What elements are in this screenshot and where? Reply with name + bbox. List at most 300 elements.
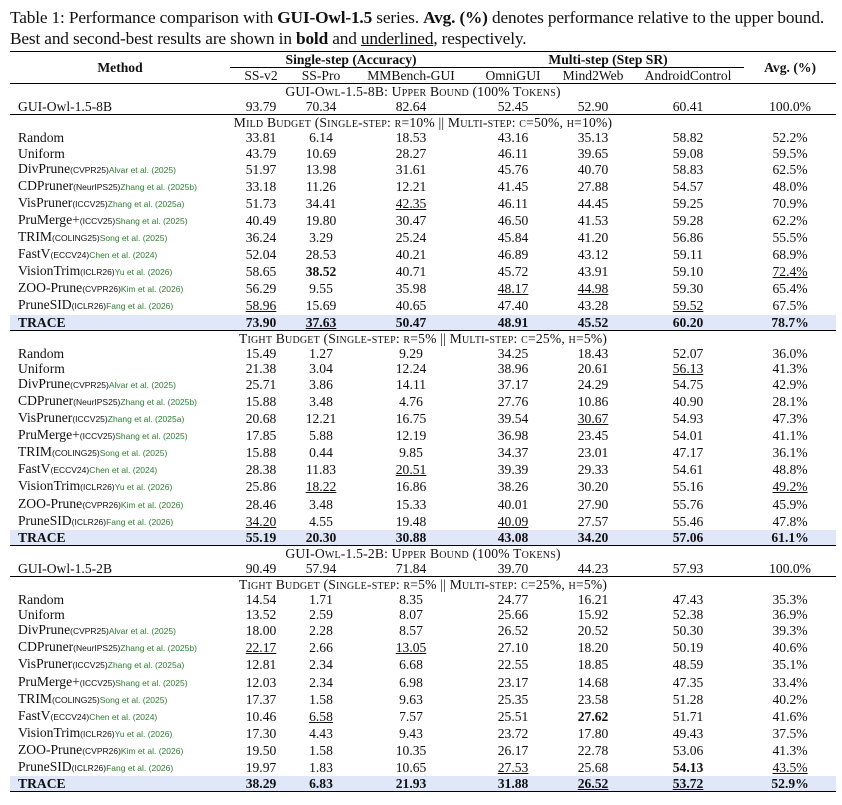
method-citation: Zhang et al. (2025b): [120, 396, 197, 407]
value-cell: [292, 444, 350, 461]
value-cell: [292, 280, 350, 297]
value-cell: [554, 297, 632, 314]
value-cell: [472, 130, 554, 145]
value-cell: [744, 561, 836, 577]
table-row: [10, 674, 836, 691]
value-cell: [472, 99, 554, 115]
value-text: 82.64: [395, 99, 427, 115]
value-text: 1.58: [309, 691, 333, 707]
method-citation: Kim et al. (2026): [120, 499, 184, 510]
value-cell: [292, 427, 350, 444]
section-header-row: [10, 84, 836, 100]
value-text: 30.67: [577, 411, 609, 427]
value-text: 35.1%: [772, 657, 808, 673]
method-venue: (ICLR26): [80, 728, 115, 739]
method-name: PruneSID: [18, 512, 72, 528]
value-cell: [744, 622, 836, 639]
value-cell: [292, 161, 350, 178]
value-text: 35.98: [395, 281, 427, 297]
value-text: 20.51: [395, 462, 427, 478]
method-name: PruneSID: [18, 297, 72, 313]
value-cell: [350, 742, 472, 759]
value-text: 55.16: [672, 479, 704, 495]
value-text: 23.01: [577, 445, 609, 461]
value-cell: [292, 146, 350, 161]
value-text: 14.68: [577, 674, 609, 690]
method-cell: [10, 725, 230, 742]
value-text: 2.66: [309, 640, 333, 656]
method-venue: (CVPR25): [70, 379, 109, 390]
table-row: [10, 427, 836, 444]
table-row: [10, 708, 836, 725]
value-text: 38.52: [305, 264, 337, 280]
table-row: [10, 622, 836, 639]
value-text: 58.96: [245, 298, 277, 314]
value-cell: [472, 195, 554, 212]
value-text: 12.21: [305, 411, 337, 427]
table-row: [10, 297, 836, 314]
method-name: ZOO-Prune: [18, 280, 83, 296]
value-text: 40.6%: [772, 640, 808, 656]
method-citation: Chen et al. (2024): [89, 465, 158, 476]
value-cell: [292, 530, 350, 546]
value-text: 27.10: [497, 640, 529, 656]
value-text: 39.3%: [772, 623, 808, 639]
method-citation: Fang et al. (2026): [106, 516, 174, 527]
method-citation: Yu et al. (2026): [114, 482, 173, 493]
value-text: 68.9%: [772, 247, 808, 263]
value-text: 20.30: [305, 529, 337, 545]
method-name: TRACE: [18, 314, 66, 330]
value-text: 47.8%: [772, 513, 808, 529]
value-cell: [292, 297, 350, 314]
value-cell: [350, 444, 472, 461]
table-row: [10, 146, 836, 161]
value-text: 13.05: [395, 640, 427, 656]
value-text: 34.20: [577, 529, 609, 545]
value-cell: [744, 691, 836, 708]
value-text: 56.29: [245, 281, 277, 297]
value-text: 40.90: [672, 393, 704, 409]
value-cell: [554, 444, 632, 461]
value-cell: [350, 361, 472, 376]
method-cell: [10, 246, 230, 263]
method-venue: (COLING25): [51, 448, 100, 459]
table-row: [10, 212, 836, 229]
value-text: 38.96: [497, 360, 529, 376]
value-text: 34.37: [497, 445, 529, 461]
value-cell: [632, 263, 744, 280]
method-cell: [10, 592, 230, 607]
value-text: 17.85: [245, 428, 277, 444]
table-body: [10, 84, 836, 792]
value-text: 44.23: [577, 560, 609, 576]
value-cell: [292, 478, 350, 495]
value-cell: [350, 461, 472, 478]
value-text: 41.6%: [772, 708, 808, 724]
value-text: 28.38: [245, 462, 277, 478]
value-cell: [350, 410, 472, 427]
table-row: [10, 639, 836, 656]
value-cell: [350, 99, 472, 115]
table-row: [10, 478, 836, 495]
value-text: 20.52: [577, 623, 609, 639]
value-cell: [350, 297, 472, 314]
method-cell: [10, 622, 230, 639]
value-cell: [632, 496, 744, 513]
value-text: 28.1%: [772, 393, 808, 409]
value-text: 41.3%: [772, 360, 808, 376]
value-cell: [230, 263, 292, 280]
value-cell: [292, 99, 350, 115]
value-text: 41.3%: [772, 742, 808, 758]
header-col: OmniGUI: [485, 68, 541, 84]
value-text: 46.11: [497, 145, 529, 161]
value-cell: [632, 427, 744, 444]
value-text: 19.97: [245, 760, 277, 776]
value-cell: [632, 146, 744, 161]
header-avg: Avg. (%): [764, 60, 816, 76]
section-title: GUI-Owl-1.5-8B: Upper Bound (100% Tokens): [10, 84, 836, 100]
value-cell: [292, 315, 350, 331]
value-cell: [632, 315, 744, 331]
value-text: 10.46: [245, 708, 277, 724]
value-cell: [230, 376, 292, 393]
value-text: 38.26: [497, 479, 529, 495]
method-citation: Shang et al. (2025): [115, 431, 188, 442]
method-venue: (CVPR26): [82, 745, 121, 756]
value-text: 37.5%: [772, 725, 808, 741]
method-name: PruMerge+: [18, 211, 80, 227]
value-cell: [350, 393, 472, 410]
value-text: 23.17: [497, 674, 529, 690]
table-row: [10, 229, 836, 246]
value-text: 44.45: [577, 195, 609, 211]
value-text: 36.0%: [772, 345, 808, 361]
method-name: Random: [18, 345, 65, 361]
caption-suffix: , respectively.: [433, 29, 527, 48]
value-text: 17.80: [577, 725, 609, 741]
value-text: 39.70: [497, 560, 529, 576]
value-cell: [292, 178, 350, 195]
value-text: 67.5%: [772, 298, 808, 314]
method-citation: Song et al. (2025): [99, 233, 168, 244]
value-text: 6.68: [399, 657, 423, 673]
value-cell: [350, 427, 472, 444]
value-text: 45.72: [497, 264, 529, 280]
value-cell: [472, 725, 554, 742]
value-cell: [350, 161, 472, 178]
value-cell: [472, 478, 554, 495]
value-text: 28.27: [395, 145, 427, 161]
value-text: 52.07: [672, 345, 704, 361]
value-text: 3.29: [309, 230, 333, 246]
header-col: Mind2Web: [562, 68, 624, 84]
value-text: 13.98: [305, 161, 337, 177]
value-text: 25.24: [395, 230, 427, 246]
value-text: 52.90: [577, 99, 609, 115]
method-venue: (ICCV25): [79, 215, 116, 226]
section-title: GUI-Owl-1.5-2B: Upper Bound (100% Tokens): [10, 545, 836, 561]
value-text: 93.79: [245, 99, 277, 115]
table-row: [10, 742, 836, 759]
value-cell: [554, 130, 632, 145]
method-cell: [10, 513, 230, 530]
value-text: 6.14: [309, 130, 333, 146]
value-cell: [472, 592, 554, 607]
header-method: Method: [97, 60, 143, 76]
value-cell: [744, 513, 836, 530]
section-title: Mild Budget (Single-step: r=10% || Multi-step: c=50%, h=10%): [10, 115, 836, 131]
value-cell: [744, 361, 836, 376]
value-text: 47.40: [497, 298, 529, 314]
value-text: 26.52: [497, 623, 529, 639]
method-name: PruMerge+: [18, 427, 80, 443]
value-cell: [230, 146, 292, 161]
value-text: 19.48: [395, 513, 427, 529]
value-cell: [230, 99, 292, 115]
section-header-row: [10, 115, 836, 131]
method-name: CDPruner: [18, 392, 74, 408]
value-text: 36.24: [245, 230, 277, 246]
table-row: [10, 280, 836, 297]
value-cell: [472, 315, 554, 331]
value-text: 14.54: [245, 592, 277, 608]
value-cell: [292, 195, 350, 212]
value-cell: [350, 530, 472, 546]
value-cell: [744, 195, 836, 212]
value-cell: [292, 561, 350, 577]
value-text: 56.86: [672, 230, 704, 246]
value-text: 33.81: [245, 130, 277, 146]
value-cell: [632, 478, 744, 495]
value-text: 49.2%: [772, 479, 808, 495]
value-text: 19.80: [305, 212, 337, 228]
value-cell: [292, 263, 350, 280]
value-text: 43.16: [497, 130, 529, 146]
value-text: 45.9%: [772, 496, 808, 512]
method-name: Random: [18, 592, 65, 608]
value-text: 41.45: [497, 178, 529, 194]
method-name: DivPrune: [18, 622, 71, 638]
value-text: 15.69: [305, 298, 337, 314]
value-text: 17.30: [245, 725, 277, 741]
value-cell: [744, 315, 836, 331]
value-cell: [744, 656, 836, 673]
header-multi-step: Multi-step (Step SR): [472, 52, 744, 68]
value-text: 40.65: [395, 298, 427, 314]
table-row: [10, 263, 836, 280]
value-text: 27.53: [497, 760, 529, 776]
value-text: 15.88: [245, 445, 277, 461]
value-text: 12.21: [395, 178, 427, 194]
value-text: 23.45: [577, 428, 609, 444]
value-text: 57.93: [672, 560, 704, 576]
method-name: CDPruner: [18, 639, 74, 655]
value-cell: [350, 776, 472, 792]
header-row-groups: [10, 52, 836, 68]
table-row: [10, 393, 836, 410]
value-cell: [230, 410, 292, 427]
value-cell: [230, 725, 292, 742]
value-cell: [632, 410, 744, 427]
method-cell: [10, 656, 230, 673]
value-cell: [472, 656, 554, 673]
value-cell: [744, 212, 836, 229]
value-text: 6.83: [309, 776, 333, 792]
method-cell: [10, 297, 230, 314]
method-venue: (ICLR26): [71, 516, 107, 527]
value-text: 18.00: [245, 623, 277, 639]
value-text: 51.71: [672, 708, 704, 724]
value-cell: [350, 376, 472, 393]
value-text: 45.84: [497, 230, 529, 246]
value-cell: [744, 708, 836, 725]
value-text: 48.17: [497, 281, 529, 297]
caption-mid: series.: [372, 8, 424, 27]
value-cell: [554, 99, 632, 115]
method-citation: Alvar et al. (2025): [108, 164, 176, 175]
value-text: 40.21: [395, 247, 427, 263]
value-text: 2.34: [309, 657, 333, 673]
value-text: 25.86: [245, 479, 277, 495]
value-text: 54.57: [672, 178, 704, 194]
trace-row: [10, 530, 836, 546]
method-cell: [10, 478, 230, 495]
value-text: 1.83: [309, 760, 333, 776]
value-cell: [554, 725, 632, 742]
table-row: [10, 178, 836, 195]
method-citation: Alvar et al. (2025): [108, 379, 176, 390]
value-cell: [350, 639, 472, 656]
value-text: 36.98: [497, 428, 529, 444]
method-citation: Zhang et al. (2025a): [107, 198, 185, 209]
method-cell: [10, 361, 230, 376]
value-cell: [350, 496, 472, 513]
value-cell: [554, 280, 632, 297]
value-text: 40.09: [497, 513, 529, 529]
value-cell: [632, 393, 744, 410]
value-cell: [230, 427, 292, 444]
value-cell: [554, 742, 632, 759]
value-text: 70.9%: [772, 195, 808, 211]
value-cell: [292, 776, 350, 792]
value-text: 47.43: [672, 592, 704, 608]
value-cell: [632, 99, 744, 115]
value-cell: [292, 130, 350, 145]
value-text: 46.89: [497, 247, 529, 263]
method-citation: Song et al. (2025): [99, 694, 168, 705]
value-cell: [744, 376, 836, 393]
value-cell: [554, 776, 632, 792]
value-cell: [554, 607, 632, 622]
value-cell: [472, 776, 554, 792]
caption-bold-word: bold: [295, 29, 329, 48]
value-cell: [744, 776, 836, 792]
value-text: 15.88: [245, 393, 277, 409]
value-cell: [350, 691, 472, 708]
table-row: [10, 607, 836, 622]
value-cell: [230, 130, 292, 145]
value-cell: [350, 229, 472, 246]
method-cell: [10, 496, 230, 513]
method-name: VisPruner: [18, 656, 73, 672]
value-cell: [292, 725, 350, 742]
value-text: 56.13: [672, 360, 704, 376]
method-venue: (ECCV24): [50, 711, 90, 722]
value-text: 40.71: [395, 264, 427, 280]
method-cell: [10, 393, 230, 410]
value-text: 12.81: [245, 657, 277, 673]
value-text: 78.7%: [771, 314, 809, 330]
value-cell: [230, 561, 292, 577]
value-cell: [744, 759, 836, 776]
value-cell: [292, 513, 350, 530]
method-citation: Kim et al. (2026): [120, 284, 184, 295]
method-venue: (ICLR26): [80, 267, 115, 278]
value-cell: [554, 427, 632, 444]
value-text: 4.55: [309, 513, 333, 529]
value-text: 2.34: [309, 674, 333, 690]
value-cell: [744, 263, 836, 280]
value-cell: [632, 776, 744, 792]
method-cell: [10, 99, 230, 115]
value-text: 52.45: [497, 99, 529, 115]
value-text: 52.38: [672, 607, 704, 623]
method-cell: [10, 195, 230, 212]
value-cell: [350, 561, 472, 577]
method-name: TRIM: [18, 444, 52, 460]
value-text: 33.4%: [772, 674, 808, 690]
method-cell: [10, 461, 230, 478]
method-cell: [10, 561, 230, 577]
value-text: 51.73: [245, 195, 277, 211]
value-cell: [472, 146, 554, 161]
value-cell: [744, 297, 836, 314]
value-text: 53.72: [672, 776, 704, 792]
method-citation: Shang et al. (2025): [115, 215, 188, 226]
method-cell: [10, 346, 230, 361]
method-venue: (ICCV25): [79, 677, 116, 688]
value-text: 51.28: [672, 691, 704, 707]
table-row: [10, 246, 836, 263]
value-text: 46.11: [497, 195, 529, 211]
value-text: 72.4%: [772, 264, 808, 280]
value-cell: [292, 246, 350, 263]
method-name: FastV: [18, 461, 51, 477]
value-text: 59.30: [672, 281, 704, 297]
value-text: 5.88: [309, 428, 333, 444]
value-text: 33.18: [245, 178, 277, 194]
value-text: 37.63: [305, 314, 337, 330]
value-cell: [230, 691, 292, 708]
method-cell: [10, 776, 230, 792]
value-cell: [292, 622, 350, 639]
method-cell: [10, 161, 230, 178]
value-cell: [230, 195, 292, 212]
value-text: 43.08: [497, 529, 529, 545]
value-cell: [472, 639, 554, 656]
method-name: TRACE: [18, 529, 66, 545]
value-text: 4.43: [309, 725, 333, 741]
value-text: 26.17: [497, 742, 529, 758]
value-text: 30.20: [577, 479, 609, 495]
method-cell: [10, 146, 230, 161]
value-cell: [350, 178, 472, 195]
value-text: 100.0%: [769, 560, 812, 576]
value-text: 43.91: [577, 264, 609, 280]
value-text: 10.69: [305, 145, 337, 161]
